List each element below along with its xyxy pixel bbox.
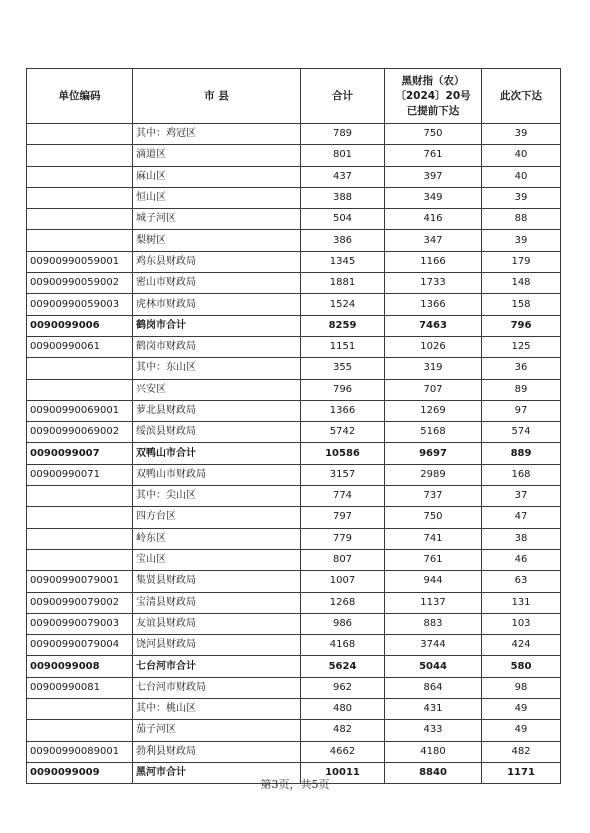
cell-total: 779 xyxy=(301,528,385,549)
cell-unit-code xyxy=(27,379,133,400)
cell-city-county: 茄子河区 xyxy=(133,720,301,741)
cell-total: 5742 xyxy=(301,422,385,443)
cell-city-county: 鹤岗市财政局 xyxy=(133,336,301,357)
cell-total: 8259 xyxy=(301,315,385,336)
cell-advance-issued: 3744 xyxy=(385,635,482,656)
cell-current-issue: 148 xyxy=(482,273,561,294)
table-header-row xyxy=(27,69,561,124)
cell-total: 789 xyxy=(301,124,385,145)
cell-current-issue: 63 xyxy=(482,571,561,592)
cell-city-county: 七台河市财政局 xyxy=(133,677,301,698)
cell-current-issue: 40 xyxy=(482,145,561,166)
cell-city-county: 萝北县财政局 xyxy=(133,400,301,421)
cell-city-county: 宝清县财政局 xyxy=(133,592,301,613)
cell-advance-issued: 433 xyxy=(385,720,482,741)
cell-unit-code: 00900990089001 xyxy=(27,741,133,762)
cell-advance-issued: 431 xyxy=(385,699,482,720)
cell-total: 10586 xyxy=(301,443,385,464)
cell-unit-code: 00900990069001 xyxy=(27,400,133,421)
cell-advance-issued: 944 xyxy=(385,571,482,592)
cell-unit-code xyxy=(27,166,133,187)
cell-unit-code xyxy=(27,720,133,741)
cell-unit-code: 00900990079004 xyxy=(27,635,133,656)
cell-city-county: 鸡东县财政局 xyxy=(133,251,301,272)
cell-current-issue: 39 xyxy=(482,124,561,145)
table-row xyxy=(27,677,561,698)
cell-advance-issued: 707 xyxy=(385,379,482,400)
cell-unit-code: 00900990071 xyxy=(27,464,133,485)
cell-unit-code xyxy=(27,358,133,379)
cell-current-issue: 88 xyxy=(482,209,561,230)
cell-total: 1345 xyxy=(301,251,385,272)
header-current-issue: 此次下达 xyxy=(482,69,561,124)
cell-city-county: 绥滨县财政局 xyxy=(133,422,301,443)
header-advance-issued: 黑财指（农）〔2024〕20号已提前下达 xyxy=(385,69,482,124)
table-row-total xyxy=(27,656,561,677)
table-row xyxy=(27,720,561,741)
cell-city-county: 饶河县财政局 xyxy=(133,635,301,656)
cell-advance-issued: 737 xyxy=(385,486,482,507)
cell-total: 962 xyxy=(301,677,385,698)
cell-current-issue: 97 xyxy=(482,400,561,421)
cell-advance-issued: 347 xyxy=(385,230,482,251)
cell-city-county: 双鸭山市合计 xyxy=(133,443,301,464)
cell-unit-code xyxy=(27,486,133,507)
table-row xyxy=(27,741,561,762)
cell-total: 1268 xyxy=(301,592,385,613)
cell-current-issue: 131 xyxy=(482,592,561,613)
table-row xyxy=(27,166,561,187)
cell-unit-code: 00900990081 xyxy=(27,677,133,698)
header-unit-code: 单位编码 xyxy=(27,69,133,124)
cell-unit-code xyxy=(27,209,133,230)
cell-current-issue: 889 xyxy=(482,443,561,464)
cell-current-issue: 49 xyxy=(482,720,561,741)
cell-city-county: 岭东区 xyxy=(133,528,301,549)
cell-city-county: 宝山区 xyxy=(133,549,301,570)
cell-advance-issued: 9697 xyxy=(385,443,482,464)
cell-unit-code xyxy=(27,549,133,570)
cell-advance-issued: 1026 xyxy=(385,336,482,357)
cell-advance-issued: 4180 xyxy=(385,741,482,762)
cell-unit-code: 00900990079003 xyxy=(27,613,133,634)
cell-total: 386 xyxy=(301,230,385,251)
cell-advance-issued: 7463 xyxy=(385,315,482,336)
table-row xyxy=(27,358,561,379)
cell-city-county: 城子河区 xyxy=(133,209,301,230)
allocation-table xyxy=(26,68,561,784)
cell-advance-issued: 864 xyxy=(385,677,482,698)
cell-advance-issued: 750 xyxy=(385,124,482,145)
cell-unit-code xyxy=(27,699,133,720)
cell-advance-issued: 750 xyxy=(385,507,482,528)
cell-advance-issued: 5044 xyxy=(385,656,482,677)
cell-city-county: 双鸭山市财政局 xyxy=(133,464,301,485)
cell-unit-code: 00900990059002 xyxy=(27,273,133,294)
cell-city-county: 其中：鸡冠区 xyxy=(133,124,301,145)
cell-total: 797 xyxy=(301,507,385,528)
cell-city-county: 友谊县财政局 xyxy=(133,613,301,634)
cell-city-county: 四方台区 xyxy=(133,507,301,528)
cell-current-issue: 38 xyxy=(482,528,561,549)
cell-current-issue: 125 xyxy=(482,336,561,357)
cell-total: 986 xyxy=(301,613,385,634)
cell-city-county: 鹤岗市合计 xyxy=(133,315,301,336)
cell-total: 1366 xyxy=(301,400,385,421)
cell-current-issue: 89 xyxy=(482,379,561,400)
cell-unit-code: 00900990059003 xyxy=(27,294,133,315)
cell-city-county: 勃利县财政局 xyxy=(133,741,301,762)
cell-advance-issued: 883 xyxy=(385,613,482,634)
table-body xyxy=(27,124,561,784)
cell-total: 4662 xyxy=(301,741,385,762)
cell-unit-code xyxy=(27,528,133,549)
table-row xyxy=(27,486,561,507)
table-row xyxy=(27,251,561,272)
cell-advance-issued: 349 xyxy=(385,187,482,208)
table-row xyxy=(27,336,561,357)
cell-current-issue: 574 xyxy=(482,422,561,443)
table-row xyxy=(27,699,561,720)
cell-total: 4168 xyxy=(301,635,385,656)
cell-unit-code: 0090099009 xyxy=(27,762,133,783)
cell-total: 388 xyxy=(301,187,385,208)
cell-current-issue: 39 xyxy=(482,230,561,251)
cell-total: 355 xyxy=(301,358,385,379)
cell-unit-code xyxy=(27,145,133,166)
table-row xyxy=(27,549,561,570)
cell-total: 3157 xyxy=(301,464,385,485)
cell-advance-issued: 5168 xyxy=(385,422,482,443)
cell-current-issue: 37 xyxy=(482,486,561,507)
cell-unit-code: 0090099007 xyxy=(27,443,133,464)
cell-total: 480 xyxy=(301,699,385,720)
header-total: 合计 xyxy=(301,69,385,124)
table-row xyxy=(27,507,561,528)
cell-city-county: 滴道区 xyxy=(133,145,301,166)
cell-advance-issued: 319 xyxy=(385,358,482,379)
cell-advance-issued: 1137 xyxy=(385,592,482,613)
cell-city-county: 其中：东山区 xyxy=(133,358,301,379)
cell-total: 1524 xyxy=(301,294,385,315)
table-row xyxy=(27,571,561,592)
cell-city-county: 兴安区 xyxy=(133,379,301,400)
table-row xyxy=(27,464,561,485)
cell-current-issue: 103 xyxy=(482,613,561,634)
table-row-total xyxy=(27,315,561,336)
cell-unit-code xyxy=(27,230,133,251)
cell-unit-code: 00900990061 xyxy=(27,336,133,357)
cell-city-county: 密山市财政局 xyxy=(133,273,301,294)
cell-advance-issued: 1366 xyxy=(385,294,482,315)
cell-total: 1151 xyxy=(301,336,385,357)
cell-unit-code: 00900990069002 xyxy=(27,422,133,443)
table-row xyxy=(27,400,561,421)
cell-city-county: 恒山区 xyxy=(133,187,301,208)
cell-unit-code: 00900990059001 xyxy=(27,251,133,272)
table-row xyxy=(27,294,561,315)
cell-unit-code: 00900990079001 xyxy=(27,571,133,592)
table-row xyxy=(27,528,561,549)
cell-total: 10011 xyxy=(301,762,385,783)
cell-city-county: 七台河市合计 xyxy=(133,656,301,677)
table-row xyxy=(27,187,561,208)
cell-current-issue: 179 xyxy=(482,251,561,272)
cell-advance-issued: 1733 xyxy=(385,273,482,294)
cell-current-issue: 580 xyxy=(482,656,561,677)
table-row xyxy=(27,124,561,145)
cell-current-issue: 49 xyxy=(482,699,561,720)
table-row xyxy=(27,422,561,443)
cell-total: 796 xyxy=(301,379,385,400)
cell-current-issue: 424 xyxy=(482,635,561,656)
cell-current-issue: 36 xyxy=(482,358,561,379)
cell-city-county: 其中：桃山区 xyxy=(133,699,301,720)
cell-city-county: 麻山区 xyxy=(133,166,301,187)
cell-advance-issued: 2989 xyxy=(385,464,482,485)
table-row xyxy=(27,613,561,634)
cell-advance-issued: 1269 xyxy=(385,400,482,421)
cell-current-issue: 40 xyxy=(482,166,561,187)
cell-city-county: 集贤县财政局 xyxy=(133,571,301,592)
cell-total: 801 xyxy=(301,145,385,166)
cell-city-county: 虎林市财政局 xyxy=(133,294,301,315)
cell-city-county: 黑河市合计 xyxy=(133,762,301,783)
cell-advance-issued: 741 xyxy=(385,528,482,549)
table-row xyxy=(27,273,561,294)
cell-total: 1881 xyxy=(301,273,385,294)
table-row xyxy=(27,592,561,613)
cell-total: 807 xyxy=(301,549,385,570)
cell-city-county: 梨树区 xyxy=(133,230,301,251)
cell-current-issue: 158 xyxy=(482,294,561,315)
cell-city-county: 其中：尖山区 xyxy=(133,486,301,507)
cell-current-issue: 39 xyxy=(482,187,561,208)
cell-current-issue: 98 xyxy=(482,677,561,698)
cell-unit-code xyxy=(27,507,133,528)
cell-unit-code: 00900990079002 xyxy=(27,592,133,613)
cell-current-issue: 482 xyxy=(482,741,561,762)
cell-advance-issued: 397 xyxy=(385,166,482,187)
cell-advance-issued: 761 xyxy=(385,145,482,166)
cell-advance-issued: 761 xyxy=(385,549,482,570)
cell-unit-code: 0090099006 xyxy=(27,315,133,336)
header-city-county: 市 县 xyxy=(133,69,301,124)
cell-advance-issued: 8840 xyxy=(385,762,482,783)
cell-advance-issued: 416 xyxy=(385,209,482,230)
cell-total: 437 xyxy=(301,166,385,187)
table-row xyxy=(27,379,561,400)
cell-current-issue: 796 xyxy=(482,315,561,336)
cell-unit-code xyxy=(27,124,133,145)
cell-unit-code xyxy=(27,187,133,208)
cell-advance-issued: 1166 xyxy=(385,251,482,272)
cell-current-issue: 168 xyxy=(482,464,561,485)
table-row xyxy=(27,145,561,166)
cell-total: 5624 xyxy=(301,656,385,677)
cell-total: 774 xyxy=(301,486,385,507)
table-row-total xyxy=(27,443,561,464)
cell-unit-code: 0090099008 xyxy=(27,656,133,677)
cell-total: 504 xyxy=(301,209,385,230)
table-row xyxy=(27,635,561,656)
cell-current-issue: 46 xyxy=(482,549,561,570)
table-row xyxy=(27,209,561,230)
cell-total: 1007 xyxy=(301,571,385,592)
page-number: 第3页，共5页 xyxy=(260,778,330,791)
table-row xyxy=(27,230,561,251)
cell-total: 482 xyxy=(301,720,385,741)
cell-current-issue: 1171 xyxy=(482,762,561,783)
cell-current-issue: 47 xyxy=(482,507,561,528)
